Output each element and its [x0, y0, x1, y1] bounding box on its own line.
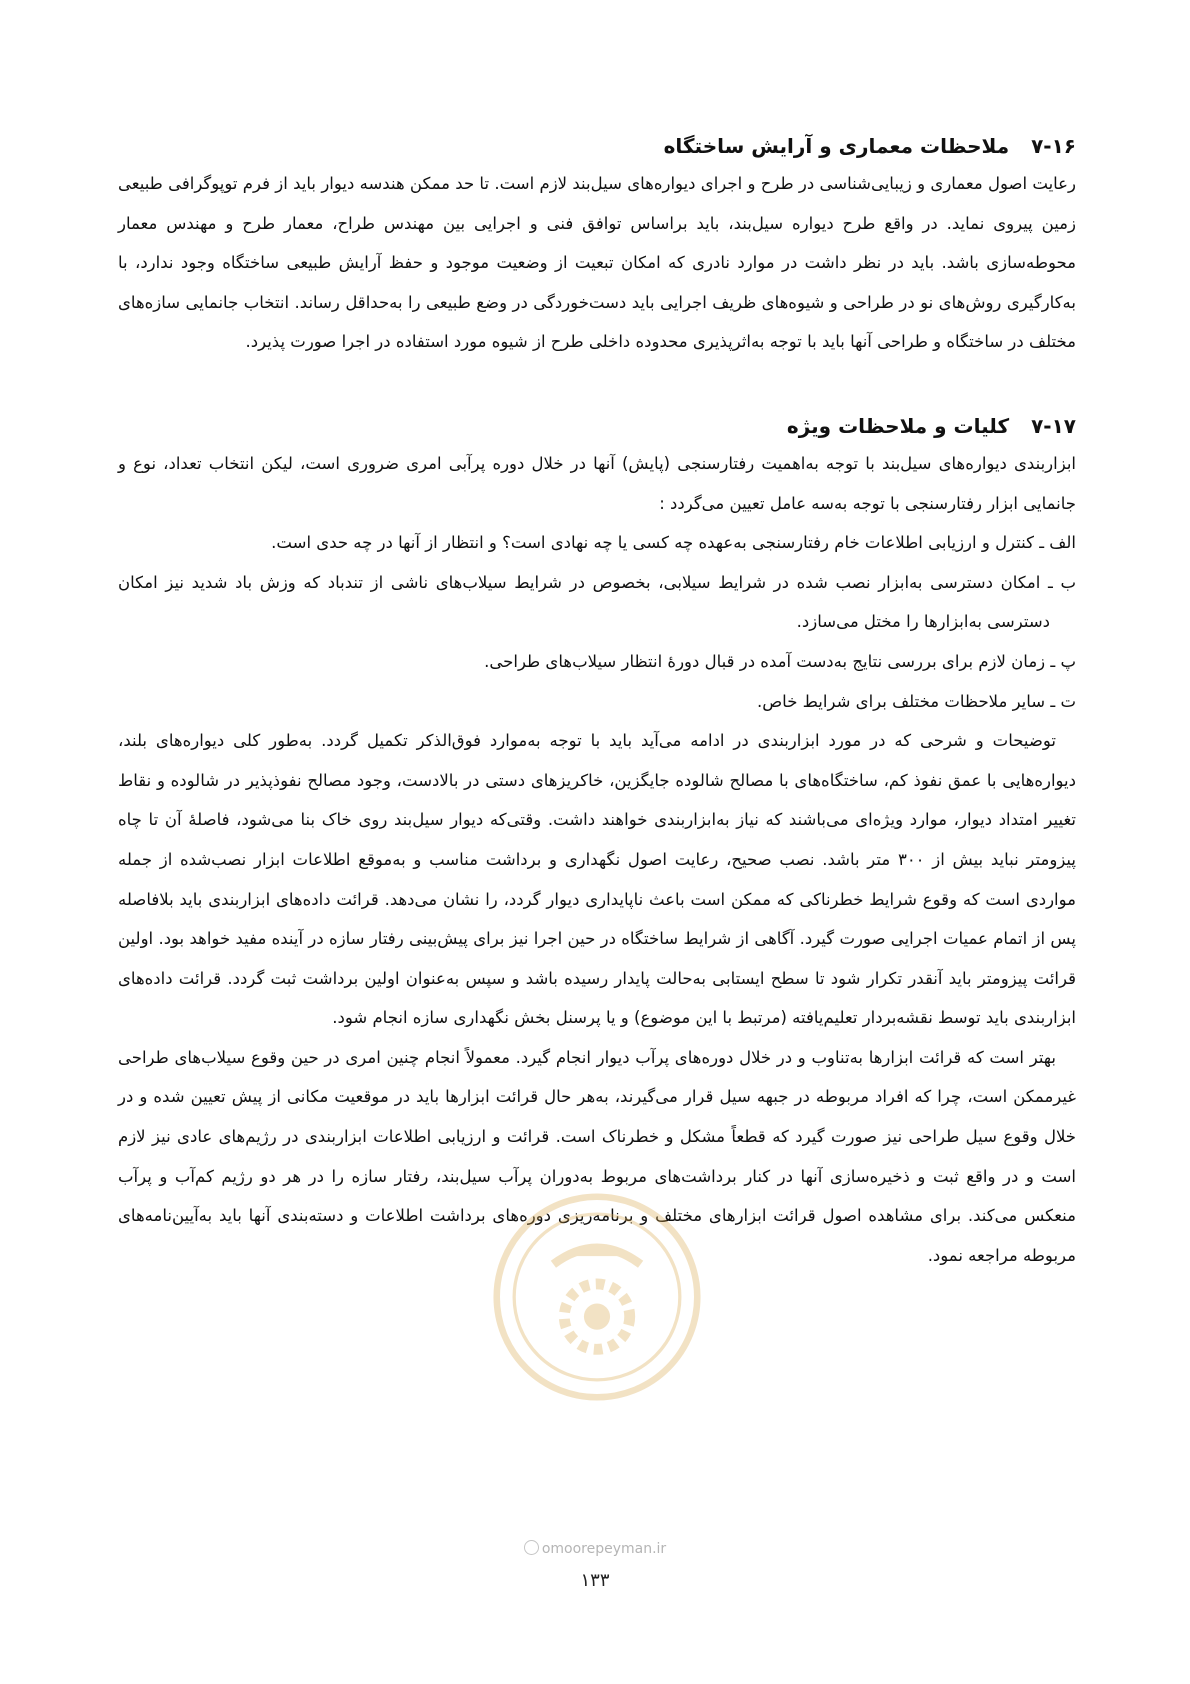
factor-list	[118, 523, 1076, 721]
paragraph: بهتر است که قرائت ابزارها به‌تناوب و در خلال دوره‌های پرآب دیوار انجام گیرد. معمولاً انجام چنین امری در حین وقوع سیلاب‌های طراحی غیرممکن است، چرا که افراد مربوطه در جبهه سیل قرار می‌گیرند، به‌هر حال قرائت ابزارها باید در موقعیت مکانی از پیش تعیین شده و در خلال وقوع سیل طراحی نیز صورت گیرد که قطعاً مشکل و خطرناک است. قرائت و ارزیابی اطلاعات ابزاربندی در رژیم‌های عادی نیز لازم است و در واقع ثبت و ذخیره‌سازی آنها در کنار برداشت‌های مربوط به‌دوران پرآب سیل‌بند، رفتار سازه را در هر دو رژیم کم‌آب و پرآب منعکس می‌کند. برای مشاهده اصول قرائت ابزارهای مختلف و برنامه‌ریزی دوره‌های برداشت اطلاعات و دسته‌بندی آنها باید به‌آیین‌نامه‌های مربوطه مراجعه نمود.	[118, 1047, 1076, 1265]
list-item: الف ـ کنترل و ارزیابی اطلاعات خام رفتارسنجی به‌عهده چه کسی یا چه نهادی است؟ و انتظار از آنها در چه حدی است.	[271, 533, 1076, 553]
page-number: ۱۳۳	[580, 1570, 610, 1591]
section-number: ۷-۱۷	[1031, 413, 1076, 438]
paragraph: توضیحات و شرحی که در مورد ابزاربندی در ادامه می‌آید باید با توجه به‌موارد فوق‌الذکر تکمیل گردد. به‌طور کلی دیواره‌های بلند، دیواره‌هایی با عمق نفوذ کم، ساختگاه‌های با مصالح شالوده جایگزین، خاکریزهای دستی در بالادست، وجود مصالح نفوذپذیر در شالوده و نقاط تغییر امتداد دیوار، موارد ویژه‌ای می‌باشند که نیاز به‌ابزاربندی خواهند داشت. وقتی‌که دیوار سیل‌بند روی خاک بنا می‌شود، فاصلهٔ آن تا چاه پیزومتر نباید بیش از ۳۰۰ متر باشد. نصب صحیح، رعایت اصول نگهداری و برداشت مناسب و به‌موقع اطلاعات ابزار نصب‌شده از جمله مواردی است که وقوع شرایط خطرناکی که ممکن است باعث ناپایداری دیوار گردد، را نشان می‌دهد. قرائت داده‌های ابزاربندی باید بلافاصله پس از اتمام عمیات اجرایی صورت گیرد. آگاهی از شرایط ساختگاه در حین اجرا نیز برای پیش‌بینی رفتار سازه در آینده مفید خواهد بود. اولین قرائت پیزومتر باید آنقدر تکرار شود تا سطح ایستابی به‌حالت پایدار رسیده باشد و سپس به‌عنوان اولین برداشت ثبت گردد. قرائت داده‌های ابزاربندی باید توسط نقشه‌بردار تعلیم‌یافته (مرتبط با این موضوع) و یا پرسنل بخش نگهداری سازه انجام شود.	[118, 731, 1076, 1028]
list-item: پ ـ زمان لازم برای بررسی نتایج به‌دست آمده در قبال دورهٔ انتظار سیلاب‌های طراحی.	[484, 651, 1076, 671]
list-item: ب ـ امکان دسترسی به‌ابزار نصب شده در شرایط سیلابی، بخصوص در شرایط سیلاب‌های ناشی از تندباد که وزش باد شدید نیز امکان دسترسی به‌ابزارها را مختل می‌سازد.	[118, 572, 1076, 632]
list-item: ت ـ سایر ملاحظات مختلف برای شرایط خاص.	[756, 691, 1076, 711]
website-text: omoorepeyman.ir	[541, 1541, 667, 1557]
watermark-logo	[488, 1188, 706, 1406]
section-number: ۷-۱۶	[1031, 134, 1076, 158]
section-title: ملاحظات معماری و آرایش ساختگاه	[663, 134, 1010, 158]
section-heading-16	[118, 128, 1076, 164]
section-title: کلیات و ملاحظات ویژه	[786, 413, 1010, 438]
section-heading-17	[118, 408, 1076, 444]
page-content	[118, 128, 1076, 1275]
website-footer	[0, 1540, 1190, 1557]
paragraph: رعایت اصول معماری و زیبایی‌شناسی در طرح و اجرای دیواره‌های سیل‌بند لازم است. تا حد ممکن هندسه دیوار باید از فرم توپوگرافی طبیعی زمین پیروی نماید. در واقع طرح دیواره سیل‌بند، باید براساس توافق فنی و اجرایی بین مهندس طراح، معمار طرح و مهندس معمار محوطه‌سازی باشد. باید در نظر داشت در موارد نادری که امکان تبعیت از وضعیت موجود و حفظ آرایش طبیعی ساختگاه وجود ندارد، با به‌کارگیری روش‌های نو در طراحی و شیوه‌های ظریف اجرایی باید دست‌خوردگی در وضع طبیعی را به‌حداقل رساند. انتخاب جانمایی سازه‌های مختلف در ساختگاه و طراحی آنها باید با توجه به‌اثرپذیری محدوده داخلی طرح از شیوه مورد استفاده در اجرا صورت پذیرد.	[118, 174, 1076, 352]
globe-icon	[524, 1540, 539, 1555]
paragraph-intro: ابزاربندی دیواره‌های سیل‌بند با توجه به‌اهمیت رفتارسنجی (پایش) آنها در خلال دوره پرآبی امری ضروری است، لیکن انتخاب تعداد، نوع و جانمایی ابزار رفتارسنجی با توجه به‌سه عامل تعیین می‌گردد :	[118, 453, 1076, 513]
